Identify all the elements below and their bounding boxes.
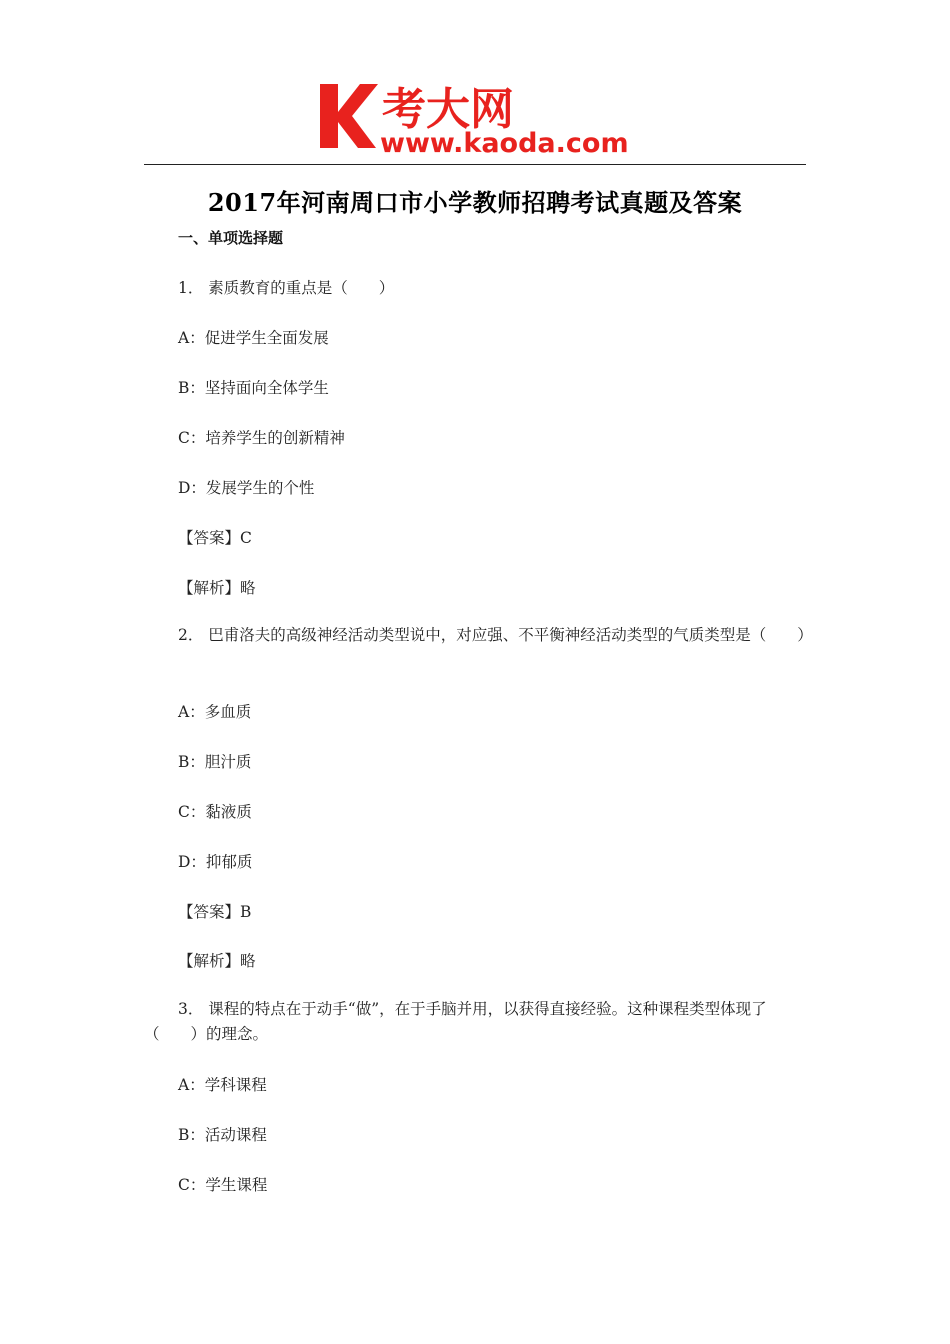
- q2-option-c: C：黏液质: [178, 803, 252, 821]
- k-letter-icon: [320, 84, 378, 148]
- section-heading: 一、单项选择题: [178, 229, 284, 247]
- document-title: 2017年河南周口市小学教师招聘考试真题及答案: [207, 188, 743, 217]
- q1-analysis: 【解析】略: [178, 579, 256, 597]
- q1-option-c: C：培养学生的创新精神: [178, 429, 345, 447]
- header-divider: [144, 164, 806, 165]
- kaoda-logo: [318, 78, 638, 160]
- logo-url-text: www.kaoda.com: [380, 128, 629, 159]
- question-2-stem: 2． 巴甫洛夫的高级神经活动类型说中，对应强、不平衡神经活动类型的气质类型是（ ）: [178, 626, 813, 644]
- q3-option-a: A：学科课程: [178, 1076, 267, 1094]
- q2-answer: 【答案】B: [178, 903, 252, 921]
- question-3-stem: 3． 课程的特点在于动手“做”，在于手脑并用，以获得直接经验。这种课程类型体现了（ ）的理念。: [144, 1000, 767, 1043]
- q2-option-a: A：多血质: [178, 703, 252, 721]
- q3-option-b: B：活动课程: [178, 1126, 267, 1144]
- q2-option-b: B：胆汁质: [178, 753, 252, 771]
- logo-chinese-text: 考大网: [382, 84, 514, 135]
- q1-option-b: B：坚持面向全体学生: [178, 379, 329, 397]
- q1-option-a: A：促进学生全面发展: [178, 329, 329, 347]
- q3-option-c: C：学生课程: [178, 1176, 268, 1194]
- q2-option-d: D：抑郁质: [178, 853, 253, 871]
- q2-analysis: 【解析】略: [178, 952, 256, 970]
- question-1-stem: 1． 素质教育的重点是（ ）: [178, 279, 395, 297]
- q1-option-d: D：发展学生的个性: [178, 479, 315, 497]
- q1-answer: 【答案】C: [178, 529, 252, 547]
